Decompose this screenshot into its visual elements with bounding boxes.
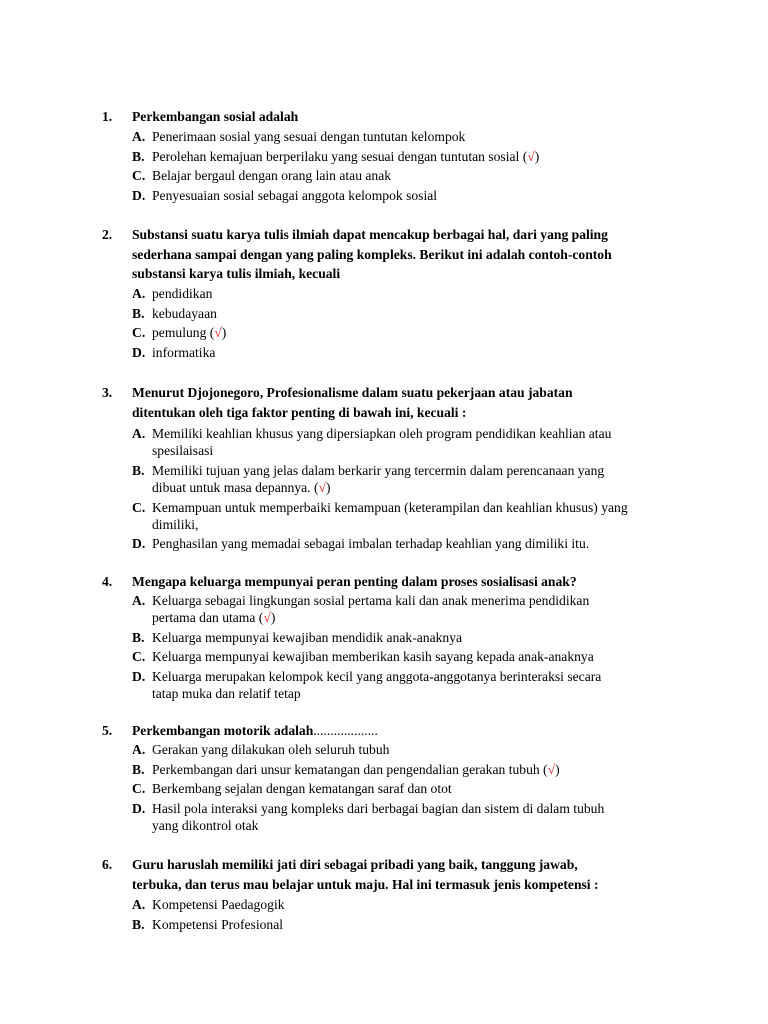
question-number: 1. [102, 109, 113, 124]
question-number: 5. [102, 723, 113, 738]
option-text: Hasil pola interaksi yang kompleks dari berbagai bagian dan sistem di dalam tubuh yang dikontrol otak [152, 800, 605, 833]
option-b [132, 761, 712, 778]
option-letter: A. [132, 897, 146, 912]
question-text: Mengapa keluarga mempunyai peran penting dalam proses sosialisasi anak? [132, 574, 577, 589]
question-number: 2. [102, 227, 113, 242]
option-c [132, 780, 712, 797]
question-number: 6. [102, 857, 113, 872]
option-text: pemulung ( [152, 325, 215, 341]
option-letter: B. [132, 761, 145, 777]
option-text: Penyesuaian sosial sebagai anggota kelompok sosial [152, 187, 438, 203]
option-letter: A. [132, 742, 146, 757]
question-text: Guru haruslah memiliki jati diri sebagai pribadi yang baik, tanggung jawab, terbuka, dan terus mau belajar untuk maju. Hal ini termasuk jenis kompetensi : [132, 857, 599, 892]
checkmark-icon: √ [214, 325, 222, 341]
option-d [132, 535, 712, 552]
option-b [132, 916, 712, 933]
question-text: Menurut Djojonegoro, Profesionalisme dalam suatu pekerjaan atau jabatan ditentukan oleh tiga faktor penting di bawah ini, kecuali : [132, 385, 573, 420]
option-text: Kompetensi Paedagogik [152, 897, 285, 912]
option-d [132, 800, 712, 834]
option-a [132, 285, 712, 302]
checkmark-icon: √ [547, 761, 556, 777]
option-letter: C. [132, 325, 146, 341]
checkmark-icon: √ [527, 148, 535, 164]
option-text-tail: ) [555, 761, 560, 777]
option-b [132, 148, 712, 165]
option-text: Kemampuan untuk memperbaiki kemampuan (keterampilan dan keahlian khusus) yang dimiliki, [152, 499, 628, 532]
checkmark-icon: √ [318, 480, 326, 495]
option-c [132, 167, 712, 184]
option-text-tail: ) [325, 480, 331, 495]
option-a [132, 425, 712, 459]
option-letter: D. [132, 668, 146, 684]
option-letter: C. [132, 499, 146, 515]
option-letter: D. [132, 187, 146, 203]
option-letter: D. [132, 800, 146, 816]
option-text: Penghasilan yang memadai sebagai imbalan terhadap keahlian yang dimiliki itu. [152, 536, 590, 552]
option-text: Gerakan yang dilakukan oleh seluruh tubuh [152, 742, 390, 757]
option-text: Kompetensi Profesional [152, 916, 284, 932]
option-c [132, 648, 712, 665]
option-a [132, 592, 712, 626]
option-d [132, 187, 712, 204]
option-text: Memiliki keahlian khusus yang dipersiapkan oleh program pendidikan keahlian atau spesilaisasi [152, 426, 612, 459]
option-letter: D. [132, 344, 146, 360]
option-b [132, 629, 712, 646]
option-text: Perkembangan dari unsur kematangan dan pengendalian gerakan tubuh ( [152, 761, 548, 777]
option-text-tail: ) [221, 325, 227, 341]
option-letter: B. [132, 916, 145, 932]
option-letter: D. [132, 536, 146, 552]
option-text: Belajar bergaul dengan orang lain atau anak [152, 168, 392, 184]
option-list [132, 425, 712, 555]
option-letter: A. [132, 286, 146, 301]
option-text: Keluarga sebagai lingkungan sosial pertama kali dan anak menerima pendidikan pertama dan utama ( [152, 593, 590, 626]
option-letter: C. [132, 781, 146, 797]
option-letter: A. [132, 129, 146, 144]
option-letter: A. [132, 593, 146, 608]
option-a [132, 741, 712, 758]
option-list [132, 128, 712, 206]
option-list [132, 741, 712, 837]
option-text: Penerimaan sosial yang sesuai dengan tuntutan kelompok [152, 129, 466, 144]
question-text: Perkembangan motorik adalah [132, 723, 314, 738]
question-text: Perkembangan sosial adalah [132, 109, 299, 124]
option-text: Keluarga merupakan kelompok kecil yang anggota-anggotanya berinteraksi secara tatap muka dan relatif tetap [152, 668, 602, 702]
option-text: pendidikan [152, 286, 213, 301]
option-list [132, 592, 712, 705]
option-text: kebudayaan [152, 305, 217, 321]
question-number: 4. [102, 574, 113, 589]
option-list [132, 285, 712, 363]
option-list [132, 896, 712, 935]
option-a [132, 128, 712, 145]
question-number: 3. [102, 385, 113, 400]
option-a [132, 896, 712, 913]
question-text: Substansi suatu karya tulis ilmiah dapat mencakup berbagai hal, dari yang paling sederhana sampai dengan yang paling kompleks. Berikut ini adalah contoh-contoh substansi karya tulis ilmiah, kecuali [132, 227, 612, 281]
option-text: informatika [152, 344, 216, 360]
checkmark-icon: √ [263, 610, 271, 626]
option-text: Berkembang sejalan dengan kematangan saraf dan otot [152, 781, 452, 797]
blank-dots: ................... [313, 723, 378, 738]
option-letter: B. [132, 148, 145, 164]
option-letter: C. [132, 649, 146, 665]
option-text: Memiliki tujuan yang jelas dalam berkarir yang tercermin dalam perencanaan yang dibuat untuk masa depannya. ( [152, 462, 605, 495]
option-c [132, 324, 712, 341]
option-text-tail: ) [534, 148, 540, 164]
option-c [132, 499, 712, 533]
option-letter: B. [132, 305, 145, 321]
option-text: Keluarga mempunyai kewajiban mendidik anak-anaknya [152, 629, 463, 645]
option-letter: A. [132, 426, 146, 441]
option-letter: B. [132, 462, 145, 478]
option-d [132, 344, 712, 361]
option-letter: B. [132, 629, 145, 645]
option-b [132, 305, 712, 322]
option-letter: C. [132, 168, 146, 184]
option-text-tail: ) [270, 610, 276, 626]
option-text: Keluarga mempunyai kewajiban memberikan kasih sayang kepada anak-anaknya [152, 649, 594, 665]
option-b [132, 462, 712, 496]
option-text: Perolehan kemajuan berperilaku yang sesuai dengan tuntutan sosial ( [152, 148, 528, 164]
option-d [132, 668, 712, 702]
